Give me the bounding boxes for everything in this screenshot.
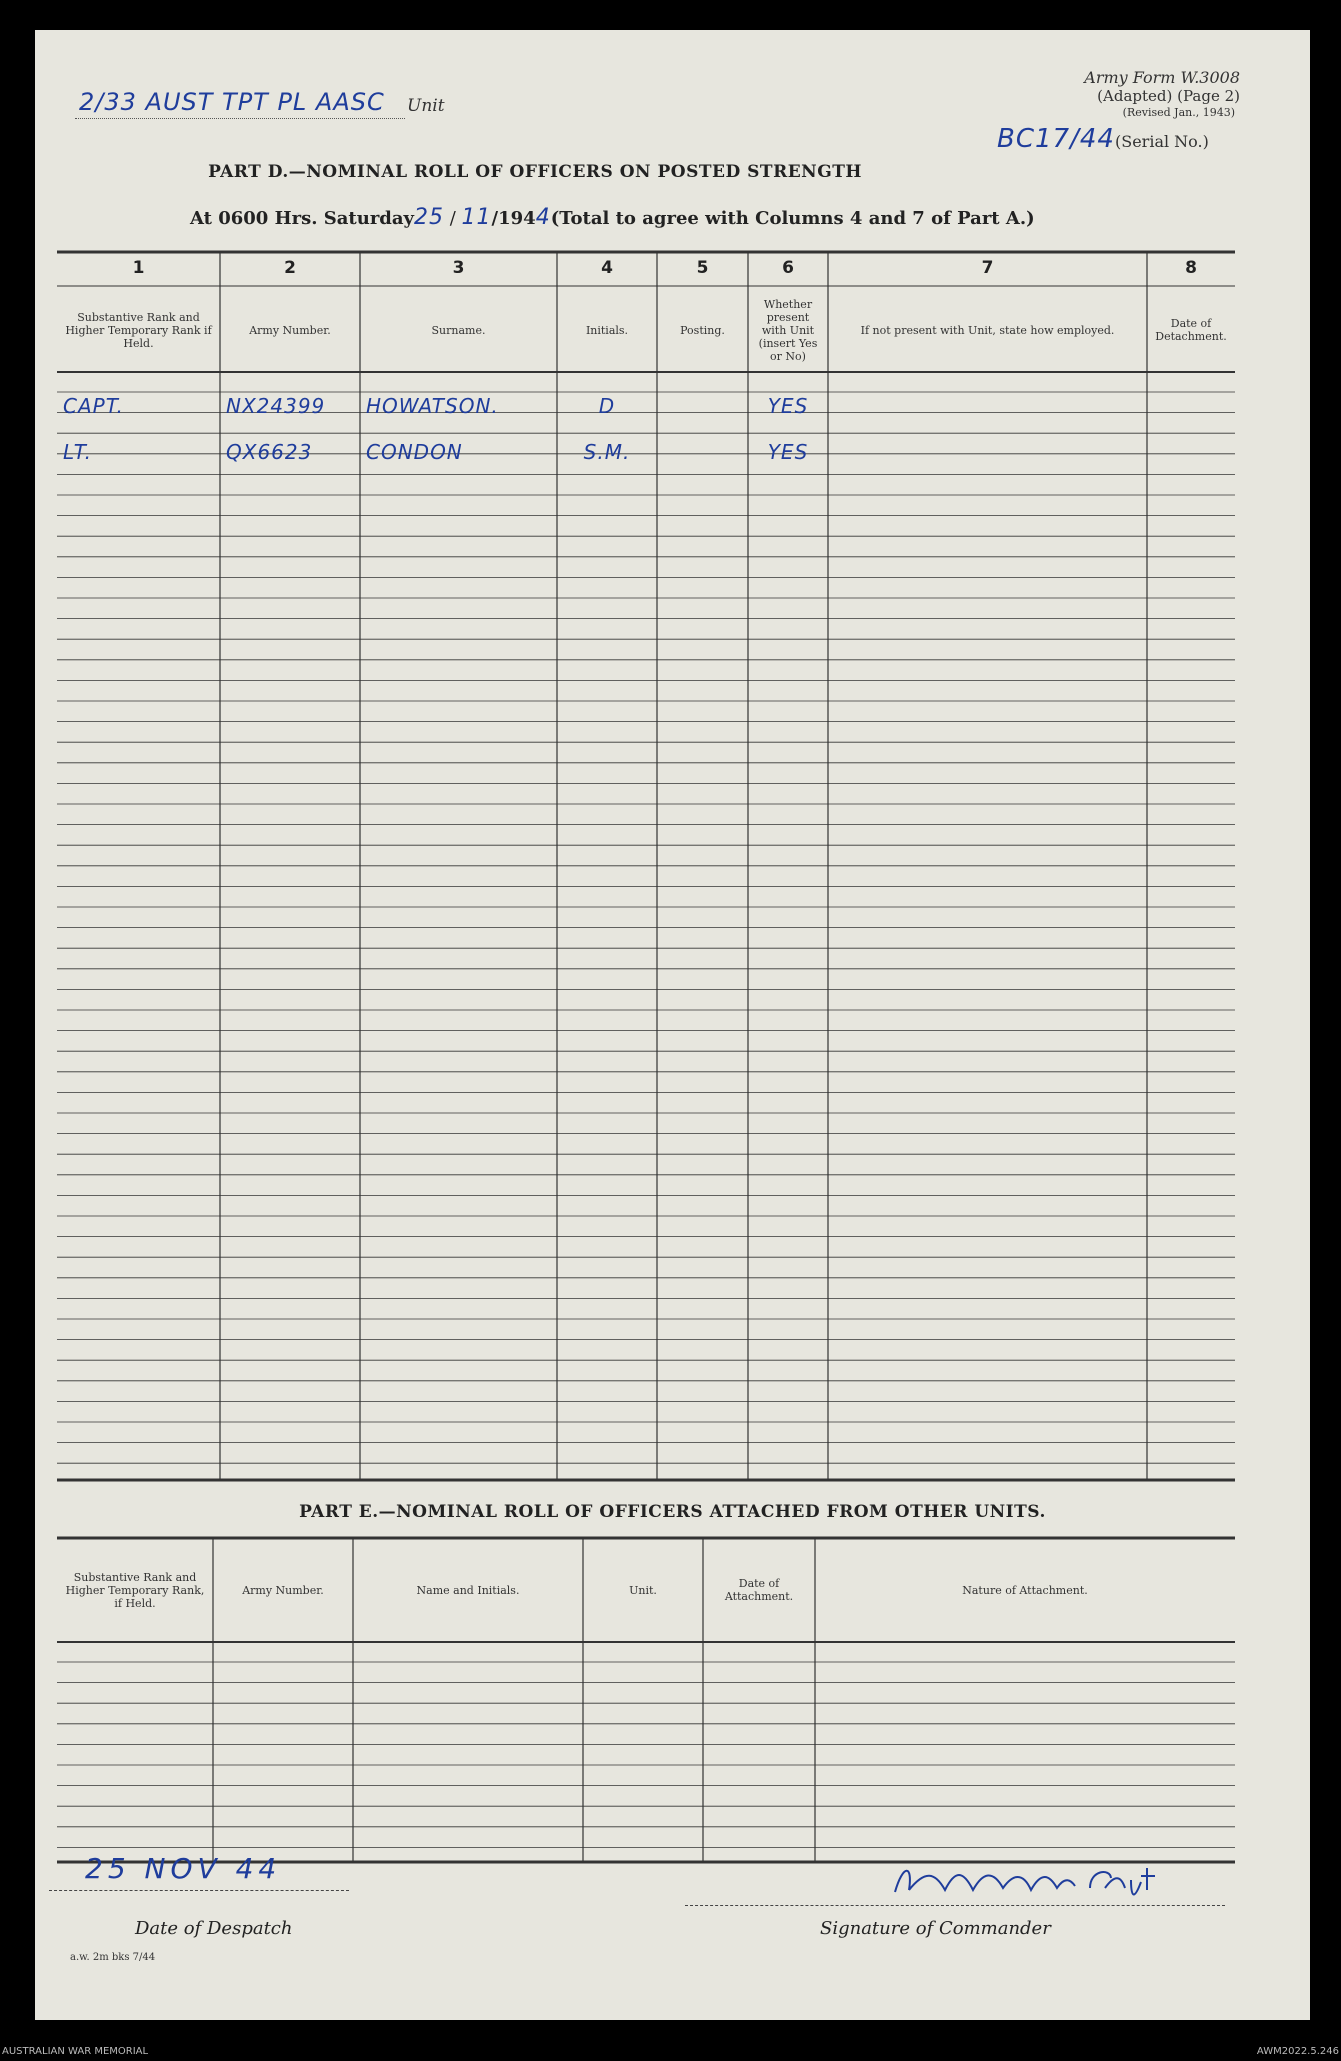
at-prefix: At 0600 Hrs. Saturday xyxy=(190,208,415,229)
column-number-7: 7 xyxy=(981,258,994,278)
row-1-cell-6: YES xyxy=(767,394,809,418)
part-e-column-header-4: Unit. xyxy=(629,1583,657,1597)
column-number-3: 3 xyxy=(452,258,465,278)
part-e-column-header-6: Nature of Attachment. xyxy=(962,1583,1088,1597)
part-e-column-header-5: Date of Attachment. xyxy=(724,1577,794,1603)
column-header-2: Army Number. xyxy=(249,323,331,337)
form-revised: (Revised Jan., 1943) xyxy=(1122,106,1235,119)
part-e-title: PART E.—NOMINAL ROLL OF OFFICERS ATTACHED FROM OTHER UNITS. xyxy=(299,1502,1046,1522)
form-number: Army Form W.3008 xyxy=(1084,68,1240,87)
unit-name: 2/33 AUST TPT PL AASC xyxy=(79,88,385,116)
signature-line xyxy=(685,1905,1225,1906)
print-code: a.w. 2m bks 7/44 xyxy=(70,1952,156,1963)
archive-credit: AUSTRALIAN WAR MEMORIAL xyxy=(2,2046,149,2057)
commander-signature xyxy=(885,1860,1175,1900)
part-e-column-header-3: Name and Initials. xyxy=(416,1583,520,1597)
date-year-prefix: /194 xyxy=(491,208,536,229)
row-2-cell-2: QX6623 xyxy=(226,440,313,464)
date-year-digit: 4 xyxy=(535,205,551,230)
column-number-2: 2 xyxy=(284,258,296,278)
row-2-cell-3: CONDON xyxy=(366,440,463,464)
part-d-date-line: At 0600 Hrs. Saturday25 / 11/1944(Total to agree with Columns 4 and 7 of Part A.) xyxy=(190,205,1035,230)
row-1-cell-2: NX24399 xyxy=(226,394,326,418)
despatch-date: 25 NOV 44 xyxy=(85,1852,282,1885)
column-header-8: Date of Detachment. xyxy=(1155,317,1227,343)
column-header-6: Whether present with Unit (insert Yes or No) xyxy=(758,297,818,363)
column-header-5: Posting. xyxy=(680,323,725,337)
column-header-3: Surname. xyxy=(431,323,486,337)
form-adapted: (Adapted) (Page 2) xyxy=(1097,87,1240,105)
signature-label: Signature of Commander xyxy=(820,1918,1051,1939)
column-number-5: 5 xyxy=(696,258,709,278)
form-page xyxy=(35,30,1310,2020)
row-2-cell-1: LT. xyxy=(63,440,92,464)
row-2-cell-6: YES xyxy=(767,440,809,464)
row-1-cell-1: CAPT. xyxy=(63,394,124,418)
serial-label: (Serial No.) xyxy=(1115,132,1209,151)
serial-number: BC17/44 xyxy=(997,124,1115,154)
despatch-line xyxy=(49,1890,349,1891)
row-1-cell-4: D xyxy=(598,394,616,418)
date-month: 11 xyxy=(461,205,492,230)
archive-reference: AWM2022.5.246 xyxy=(1256,2046,1339,2057)
column-number-1: 1 xyxy=(132,258,145,278)
unit-label: Unit xyxy=(407,96,445,116)
date-day: 25 xyxy=(414,205,445,230)
column-header-4: Initials. xyxy=(585,323,629,337)
at-suffix: (Total to agree with Columns 4 and 7 of Part A.) xyxy=(550,208,1035,229)
part-e-column-header-2: Army Number. xyxy=(242,1583,324,1597)
despatch-label: Date of Despatch xyxy=(135,1918,293,1939)
column-header-1: Substantive Rank and Higher Temporary Rank if Held. xyxy=(65,310,212,350)
part-e-column-header-1: Substantive Rank and Higher Temporary Rank, if Held. xyxy=(65,1570,205,1610)
column-number-8: 8 xyxy=(1185,258,1197,278)
row-1-cell-3: HOWATSON. xyxy=(366,394,499,418)
column-number-6: 6 xyxy=(782,258,794,278)
part-d-title: PART D.—NOMINAL ROLL OF OFFICERS ON POSTED STRENGTH xyxy=(208,162,862,182)
row-2-cell-4: S.M. xyxy=(583,440,631,464)
column-number-4: 4 xyxy=(601,258,613,278)
column-header-7: If not present with Unit, state how employed. xyxy=(860,323,1115,337)
